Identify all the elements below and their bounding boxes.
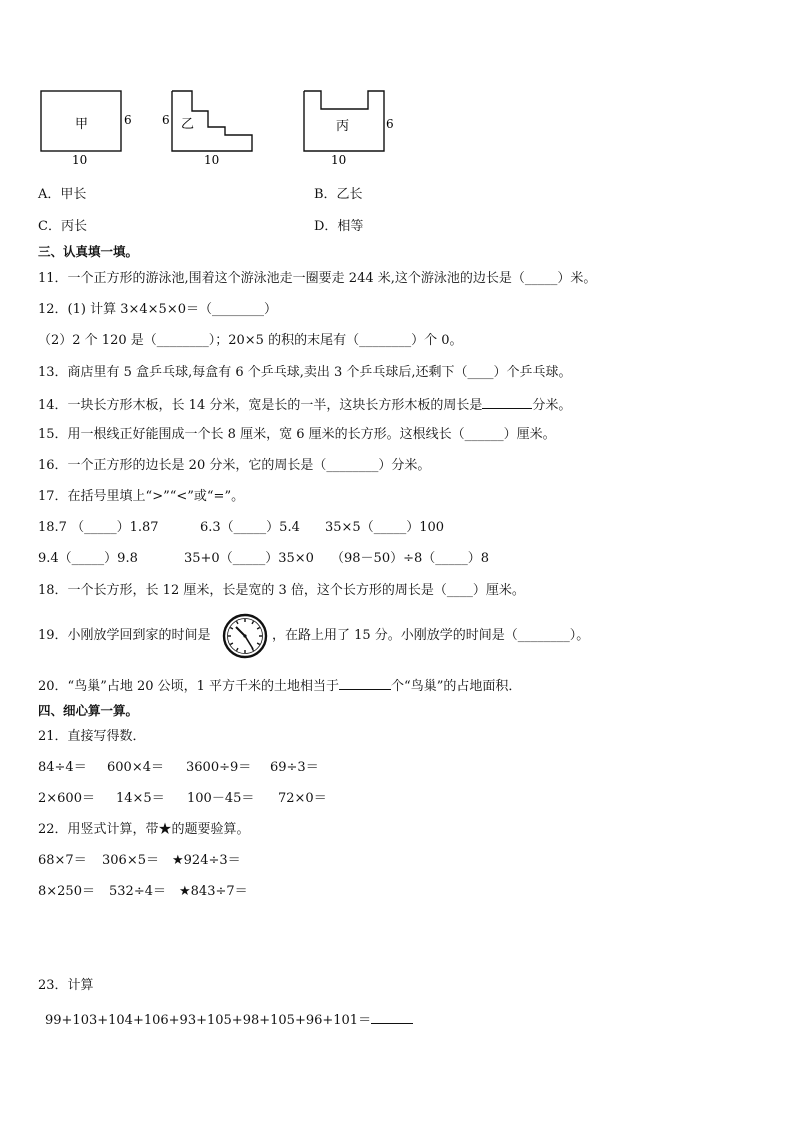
calc-item: 600×4＝ bbox=[107, 760, 164, 775]
question-19-rest: ，在路上用了 15 分。小刚放学的时间是（________）。 bbox=[272, 628, 590, 643]
figure-yi-width: 10 bbox=[204, 153, 220, 167]
question-23-expression-text: 99+103+104+106+93+105+98+105+96+101＝ bbox=[45, 1013, 372, 1028]
compare-item: （98－50）÷8（_____）8 bbox=[331, 551, 490, 566]
calc-item: 100－45＝ bbox=[187, 791, 255, 806]
question-20 bbox=[38, 676, 521, 696]
question-23: 23．计算 bbox=[38, 978, 94, 993]
question-14-text: 14．一块长方形木板，长 14 分米，宽是长的一半，这块长方形木板的周长是 bbox=[38, 398, 483, 413]
calc-item: 69÷3＝ bbox=[270, 760, 319, 775]
calc-item: 14×5＝ bbox=[116, 791, 165, 806]
option-c[interactable]: C．丙长 bbox=[38, 219, 87, 234]
question-17: 17．在括号里填上“>”“<”或“=”。 bbox=[38, 489, 245, 504]
answer-blank[interactable] bbox=[371, 1010, 413, 1024]
compare-item: 35×5（_____）100 bbox=[325, 520, 445, 535]
calc-item: ★924÷3＝ bbox=[172, 853, 241, 868]
calc-item: 8×250＝ bbox=[38, 884, 95, 899]
question-12-part-1: 12．(1) 计算 3×4×5×0＝（________） bbox=[38, 302, 277, 317]
figure-jia bbox=[41, 91, 132, 167]
question-20-text: 20．“鸟巢”占地 20 公顷，1 平方千米的土地相当于 bbox=[38, 679, 340, 694]
question-15: 15．用一根线正好能围成一个长 8 厘米，宽 6 厘米的长方形。这根线长（______）厘米。 bbox=[38, 427, 556, 442]
figure-yi bbox=[162, 91, 252, 167]
section-heading-4: 四、细心算一算。 bbox=[38, 703, 139, 718]
compare-item: 6.3（_____）5.4 bbox=[200, 520, 300, 535]
question-14-unit: 分米。 bbox=[532, 398, 572, 413]
figure-yi-name: 乙 bbox=[181, 117, 195, 132]
calc-item: 532÷4＝ bbox=[109, 884, 166, 899]
figure-jia-height: 6 bbox=[124, 113, 132, 127]
calc-item: 68×7＝ bbox=[38, 853, 87, 868]
figure-bing bbox=[304, 91, 394, 167]
calc-item: 2×600＝ bbox=[38, 791, 95, 806]
compare-item: 18.7 （_____）1.87 bbox=[38, 520, 159, 535]
question-16: 16．一个正方形的边长是 20 分米，它的周长是（________）分米。 bbox=[38, 458, 431, 473]
figure-bing-height: 6 bbox=[386, 117, 394, 131]
figure-jia-name: 甲 bbox=[75, 117, 89, 132]
question-21: 21．直接写得数． bbox=[38, 729, 146, 744]
answer-blank[interactable] bbox=[482, 395, 532, 409]
figure-jia-width: 10 bbox=[72, 153, 88, 167]
question-23-expression bbox=[45, 1010, 413, 1030]
shape-figures bbox=[30, 82, 400, 172]
question-22: 22．用竖式计算，带★的题要验算。 bbox=[38, 822, 250, 837]
question-12-part-2: （2）2 个 120 是（________）；20×5 的积的末尾有（________）个 0。 bbox=[38, 333, 463, 348]
calc-item: 84÷4＝ bbox=[38, 760, 87, 775]
calc-item: 306×5＝ bbox=[102, 853, 159, 868]
question-13: 13．商店里有 5 盒乒乓球,每盒有 6 个乒乓球,卖出 3 个乒乓球后,还剩下（____）个乒乓球。 bbox=[38, 365, 572, 380]
question-14 bbox=[38, 395, 571, 415]
calc-item: 72×0＝ bbox=[278, 791, 327, 806]
calc-item: ★843÷7＝ bbox=[179, 884, 248, 899]
question-19-text: 19．小刚放学回到家的时间是 bbox=[38, 628, 211, 643]
compare-item: 35+0（_____）35×0 bbox=[184, 551, 314, 566]
section-heading-3: 三、认真填一填。 bbox=[38, 244, 139, 259]
calc-item: 3600÷9＝ bbox=[186, 760, 252, 775]
question-11: 11．一个正方形的游泳池,围着这个游泳池走一圈要走 244 米,这个游泳池的边长是（_____）米。 bbox=[38, 271, 597, 286]
figure-bing-width: 10 bbox=[331, 153, 347, 167]
answer-blank[interactable] bbox=[339, 676, 391, 690]
question-20-rest: 个“鸟巢”的占地面积． bbox=[391, 679, 522, 694]
option-b[interactable]: B．乙长 bbox=[314, 187, 363, 202]
option-a[interactable]: A．甲长 bbox=[38, 187, 87, 202]
option-d[interactable]: D．相等 bbox=[314, 219, 364, 234]
question-18: 18．一个长方形，长 12 厘米，长是宽的 3 倍，这个长方形的周长是（____）厘米。 bbox=[38, 583, 525, 598]
clock-icon bbox=[222, 613, 268, 659]
figure-yi-height: 6 bbox=[162, 113, 170, 127]
figure-bing-name: 丙 bbox=[336, 119, 350, 134]
compare-item: 9.4（_____）9.8 bbox=[38, 551, 138, 566]
